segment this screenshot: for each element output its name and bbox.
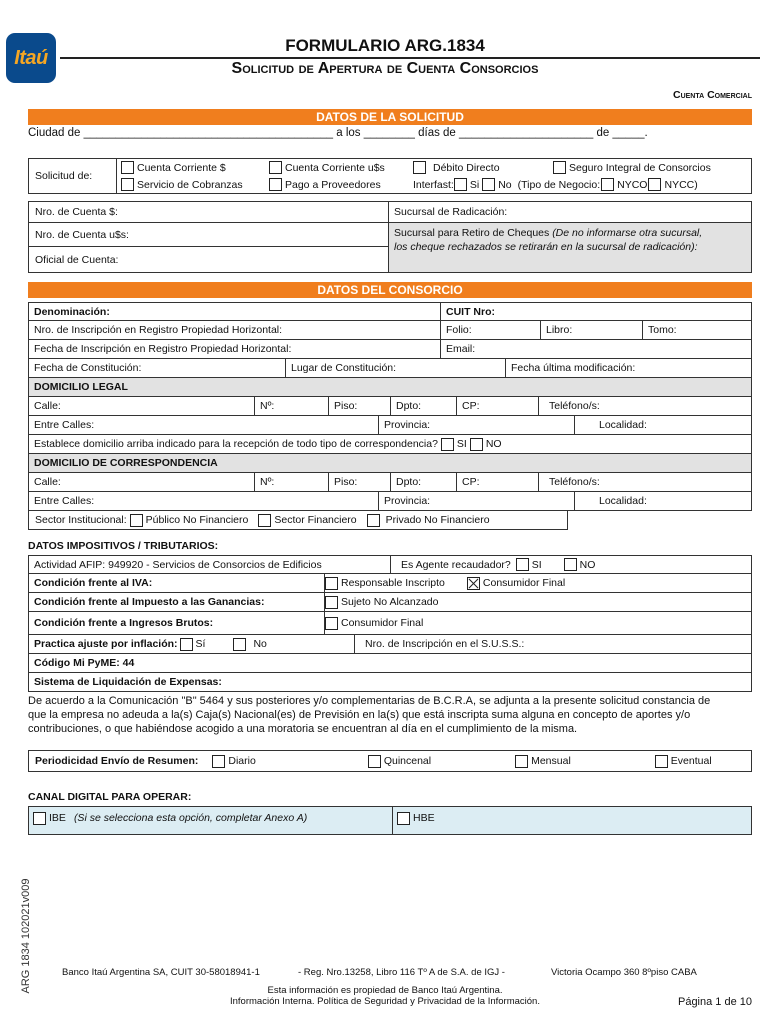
ibe-checkbox[interactable] xyxy=(33,812,46,825)
opt-cobranzas[interactable]: Servicio de Cobranzas xyxy=(121,178,243,191)
footer-policy: Información Interna. Política de Seguridad y Privacidad de la Información. xyxy=(230,996,540,1007)
opt-seguro[interactable]: Seguro Integral de Consorcios xyxy=(553,161,711,174)
checkbox-icon[interactable] xyxy=(553,161,566,174)
opt-cc-pesos[interactable]: Cuenta Corriente $ xyxy=(121,161,226,174)
opt-cc-usd[interactable]: Cuenta Corriente u$s xyxy=(269,161,385,174)
resumen-row: Periodicidad Envío de Resumen: Diario Quincenal Mensual Eventual xyxy=(28,750,752,772)
table-row: Nro. de Inscripción en Registro Propiedad Horizontal: Folio: Libro: Tomo: xyxy=(28,321,752,340)
table-row: Fecha de Constitución: Lugar de Constitución: Fecha última modificación: xyxy=(28,359,752,378)
quincenal-checkbox[interactable] xyxy=(368,755,381,768)
interfast-si-checkbox[interactable] xyxy=(454,178,467,191)
account-type-label: Cuenta Comercial xyxy=(672,89,752,101)
sucursal-radicacion[interactable]: Sucursal de Radicación: xyxy=(389,202,751,223)
interfast-no-checkbox[interactable] xyxy=(482,178,495,191)
table-row: Denominación: CUIT Nro: xyxy=(28,302,752,321)
table-row: Fecha de Inscripción en Registro Propiedad Horizontal: Email: xyxy=(28,340,752,359)
consorcio-table xyxy=(28,302,752,530)
eventual-checkbox[interactable] xyxy=(655,755,668,768)
publico-checkbox[interactable] xyxy=(130,514,143,527)
table-row: Sistema de Liquidación de Expensas: xyxy=(28,673,752,692)
table-row: Practica ajuste por inflación: Sí No Nro. de Inscripción en el S.U.S.S.: xyxy=(28,635,752,654)
oficial-cuenta[interactable]: Oficial de Cuenta: xyxy=(35,253,119,266)
table-row: Condición frente al IVA: Responsable Inscripto Consumidor Final xyxy=(28,574,752,593)
domicilio-legal-header: DOMICILIO LEGAL xyxy=(28,378,752,397)
establece-no-checkbox[interactable] xyxy=(470,438,483,451)
solicitud-banner: DATOS DE LA SOLICITUD xyxy=(28,109,752,125)
checkbox-icon[interactable] xyxy=(121,161,134,174)
comunicacion-paragraph: De acuerdo a la Comunicación "B" 5464 y sus posteriores y/o complementarias de B.C.R.A, se adjunta a la presente solicitud constancia de que la empresa no adeuda a la(s) Caja(s) Nacional(es) de Previsión en la(s) que está inscripta suma alguna en concepto de aportes y/o contribuciones, o que habiéndose acogido a una moratoria se encuentran al día en el cumplimiento de la misma. xyxy=(28,695,711,735)
impositivos-table xyxy=(28,555,752,692)
footer-prop: Esta información es propiedad de Banco Itaú Argentina. xyxy=(267,985,503,996)
checkbox-icon[interactable] xyxy=(121,178,134,191)
form-title: FORMULARIO ARG.1834 xyxy=(285,36,485,55)
diario-checkbox[interactable] xyxy=(212,755,225,768)
form-subtitle: Solicitud de Apertura de Cuenta Consorcios xyxy=(231,60,539,77)
table-row: Entre Calles: Provincia: Localidad: xyxy=(28,492,752,511)
opt-debito[interactable]: Débito Directo xyxy=(413,161,500,174)
footer-company: Banco Itaú Argentina SA, CUIT 30-58018941-1 xyxy=(62,967,260,978)
ajuste-no-checkbox[interactable] xyxy=(233,638,246,651)
sector-fin-checkbox[interactable] xyxy=(258,514,271,527)
ciudad-line: Ciudad de _______________________________________ a los ________ días de _____________________ de _____. xyxy=(28,127,648,139)
checkbox-icon[interactable] xyxy=(413,161,426,174)
privado-checkbox[interactable] xyxy=(367,514,380,527)
cuenta-block xyxy=(28,201,752,273)
solicitud-option-grid xyxy=(117,159,751,193)
nro-cuenta-pesos[interactable]: Nro. de Cuenta $: xyxy=(29,202,388,223)
no-alcanzado-checkbox[interactable] xyxy=(325,596,338,609)
solicitud-options xyxy=(28,158,752,194)
hbe-checkbox[interactable] xyxy=(397,812,410,825)
table-row: Condición frente al Impuesto a las Ganancias: Sujeto No Alcanzado xyxy=(28,593,752,612)
table-row: Actividad AFIP: 949920 - Servicios de Consorcios de Edificios Es Agente recaudador? SI NO xyxy=(28,555,752,574)
nycc-checkbox[interactable] xyxy=(648,178,661,191)
table-row: Calle: Nº: Piso: Dpto: CP: Teléfono/s: xyxy=(28,397,752,416)
table-row: Condición frente a Ingresos Brutos: Consumidor Final xyxy=(28,612,752,635)
canal-title: CANAL DIGITAL PARA OPERAR: xyxy=(28,791,192,803)
ajuste-si-checkbox[interactable] xyxy=(180,638,193,651)
impositivos-title: DATOS IMPOSITIVOS / TRIBUTARIOS: xyxy=(28,540,219,552)
nyco-checkbox[interactable] xyxy=(601,178,614,191)
cuenta-left xyxy=(29,202,389,272)
table-row: Entre Calles: Provincia: Localidad: xyxy=(28,416,752,435)
opt-proveedores[interactable]: Pago a Proveedores xyxy=(269,178,381,191)
title-divider xyxy=(60,57,760,59)
resp-inscripto-checkbox[interactable] xyxy=(325,577,338,590)
table-row: Calle: Nº: Piso: Dpto: CP: Teléfono/s: xyxy=(28,473,752,492)
nro-cuenta-usd[interactable]: Nro. de Cuenta u$s: xyxy=(29,223,388,247)
page-number: Página 1 de 10 xyxy=(677,996,752,1008)
solicitud-label: Solicitud de: xyxy=(29,159,117,193)
agente-si-checkbox[interactable] xyxy=(516,558,529,571)
footer-address: Victoria Ocampo 360 8ºpiso CABA xyxy=(551,967,697,978)
sector-row: Sector Institucional: Público No Financiero Sector Financiero Privado No Financiero xyxy=(28,511,752,530)
domicilio-corresp-header: DOMICILIO DE CORRESPONDENCIA xyxy=(28,454,752,473)
canal-row: IBE (Si se selecciona esta opción, completar Anexo A) HBE xyxy=(28,806,752,835)
consumidor-final-checkbox[interactable] xyxy=(467,577,480,590)
cuenta-right xyxy=(389,202,751,272)
establece-si-checkbox[interactable] xyxy=(441,438,454,451)
interfast-options: Interfast: Si No (Tipo de Negocio: NYCO NYCC) xyxy=(413,178,698,191)
table-row: Establece domicilio arriba indicado para la recepción de todo tipo de correspondencia? SI NO xyxy=(28,435,752,454)
mensual-checkbox[interactable] xyxy=(515,755,528,768)
agente-no-checkbox[interactable] xyxy=(564,558,577,571)
checkbox-icon[interactable] xyxy=(269,161,282,174)
sucursal-retiro[interactable]: Sucursal para Retiro de Cheques (De no informarse otra sucursal, los cheque rechazados se retirarán en la sucursal de radicación): xyxy=(394,227,703,253)
ib-consumidor-final-checkbox[interactable] xyxy=(325,617,338,630)
checkbox-icon[interactable] xyxy=(269,178,282,191)
form-code-vertical: ARG 1834 102021v009 xyxy=(20,878,32,994)
footer-reg: - Reg. Nro.13258, Libro 116 Tº A de S.A. de IGJ - xyxy=(298,967,505,978)
table-row: Código Mi PyME: 44 xyxy=(28,654,752,673)
consorcio-banner: DATOS DEL CONSORCIO xyxy=(28,282,752,298)
itau-logo: Itaú xyxy=(6,33,56,83)
